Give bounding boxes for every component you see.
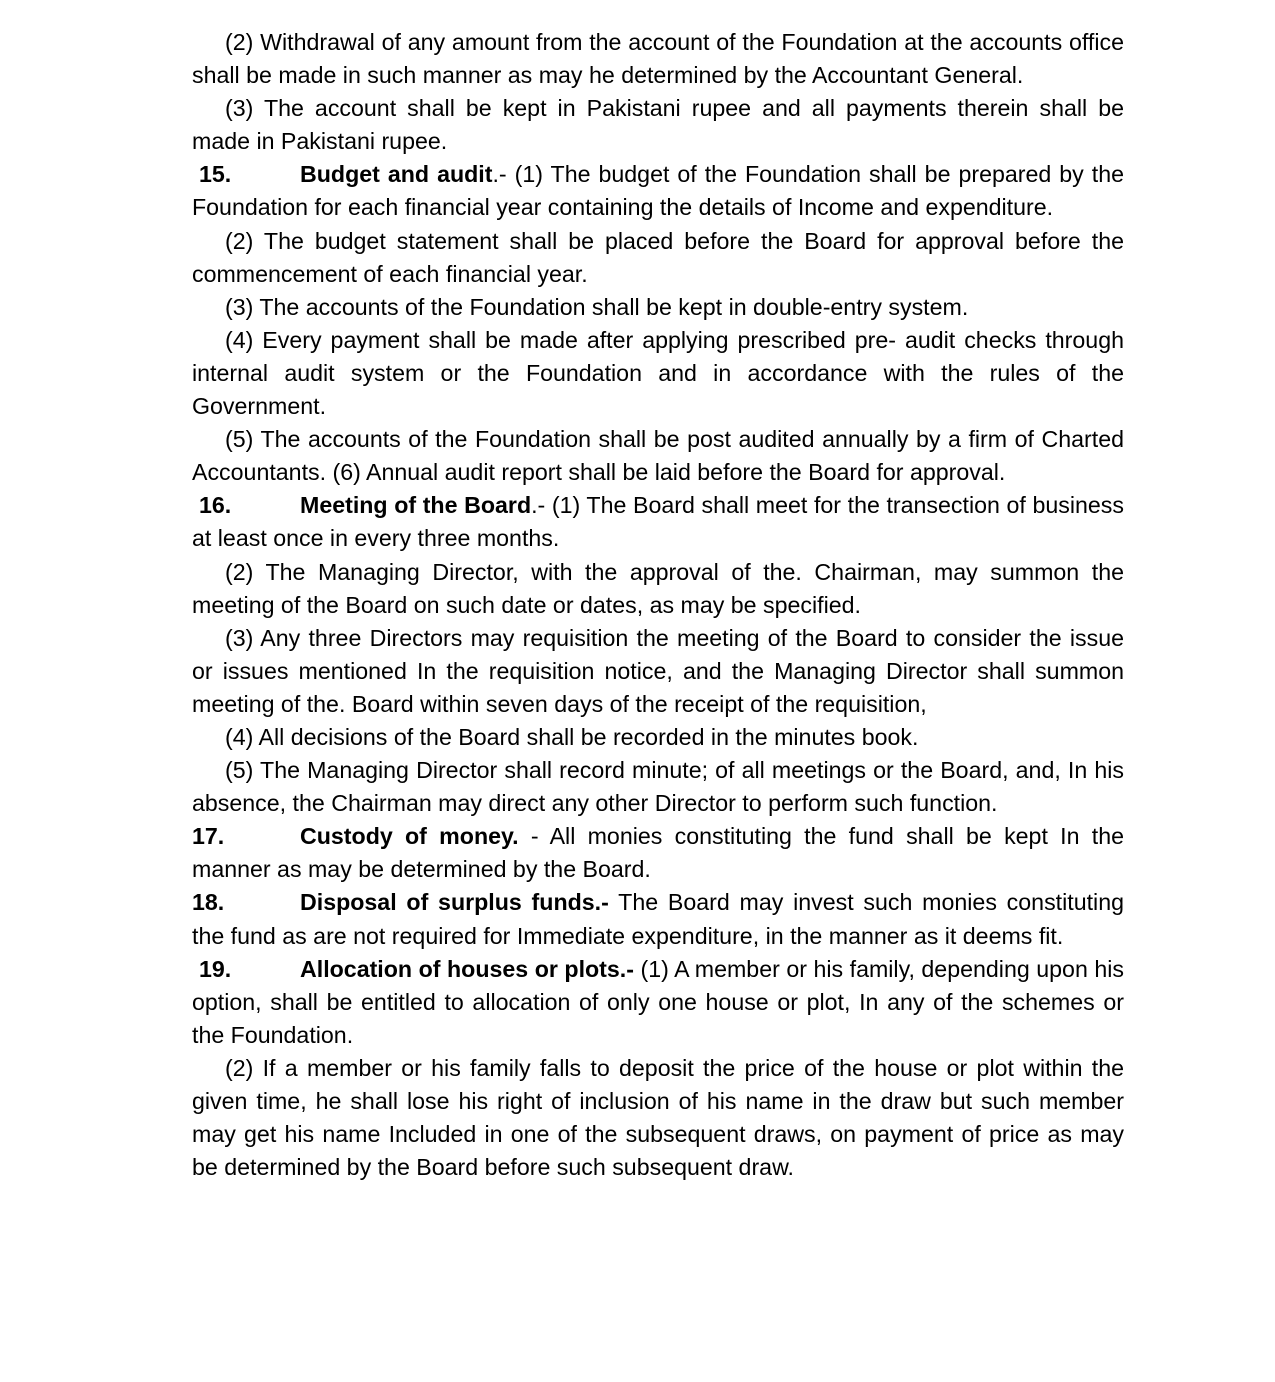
section-body: (1) A member or his family, depending upon his option, shall be entitled to allocation of only one house or plot, In any of the schemes or the Foundation. (192, 955, 1124, 1048)
paragraph-15-2: (2) The budget statement shall be placed before the Board for approval before the commencement of each financial year. (192, 227, 1124, 287)
paragraph-15-5: (5) The accounts of the Foundation shall be post audited annually by a firm of Charted Accountants. (6) Annual audit report shall be laid before the Board for approval. (192, 426, 1124, 486)
section-19 (192, 953, 1124, 1052)
paragraph-14-3: (3) The account shall be kept in Pakistani rupee and all payments therein shall be made in Pakistani rupee. (192, 95, 1124, 155)
paragraph-19-2: (2) If a member or his family falls to deposit the price of the house or plot within the given time, he shall lose his right of inclusion of his name in the draw but such member may get his name Included in one of the subsequent draws, on payment of price as may be determined by the Board before such subsequent draw. (192, 1054, 1124, 1181)
paragraph-15-3: (3) The accounts of the Foundation shall be kept in double-entry system. (225, 293, 969, 320)
section-heading: Custody of money. (300, 823, 519, 850)
paragraph-16-3: (3) Any three Directors may requisition the meeting of the Board to consider the issue or issues mentioned In the requisition notice, and the Managing Director shall summon meeting of the. Board within seven days of the receipt of the requisition, (192, 624, 1124, 717)
section-heading: Disposal of surplus funds.- (300, 889, 609, 916)
paragraph-16-5: (5) The Managing Director shall record minute; of all meetings or the Board, and, In his absence, the Chairman may direct any other Director to perform such function. (192, 757, 1124, 817)
paragraph-15-4: (4) Every payment shall be made after applying prescribed pre- audit checks through internal audit system or the Foundation and in accordance with the rules of the Government. (192, 326, 1124, 420)
section-body: .- (1) The budget of the Foundation shall be prepared by the Foundation for each financial year containing the details of Income and expenditure. (192, 161, 1124, 221)
section-body: - All monies constituting the fund shall be kept In the manner as may be determined by the Board. (192, 823, 1124, 883)
section-number: 17. (192, 823, 225, 850)
section-number: 18. (192, 889, 225, 916)
paragraph-16-4: (4) All decisions of the Board shall be recorded in the minutes book. (225, 723, 919, 750)
section-body: .- (1) The Board shall meet for the transection of business at least once in every three months. (192, 492, 1124, 552)
section-number: 16. (199, 492, 232, 519)
paragraph-16-2: (2) The Managing Director, with the approval of the. Chairman, may summon the meeting of the Board on such date or dates, as may be specified. (192, 558, 1124, 618)
section-18 (192, 886, 1124, 952)
section-number: 15. (199, 161, 232, 188)
section-heading: Meeting of the Board (300, 492, 532, 519)
section-heading: Allocation of houses or plots.- (300, 955, 634, 982)
section-heading: Budget and audit (300, 161, 493, 188)
section-body: The Board may invest such monies constituting the fund as are not required for Immediate expenditure, in the manner as it deems fit. (192, 889, 1124, 949)
document-page (192, 26, 1124, 1184)
section-17 (192, 820, 1124, 886)
paragraph-14-2: (2) Withdrawal of any amount from the account of the Foundation at the accounts office shall be made in such manner as may he determined by the Accountant General. (192, 29, 1124, 89)
section-16 (192, 489, 1124, 555)
section-15 (192, 158, 1124, 224)
section-number: 19. (199, 955, 232, 982)
